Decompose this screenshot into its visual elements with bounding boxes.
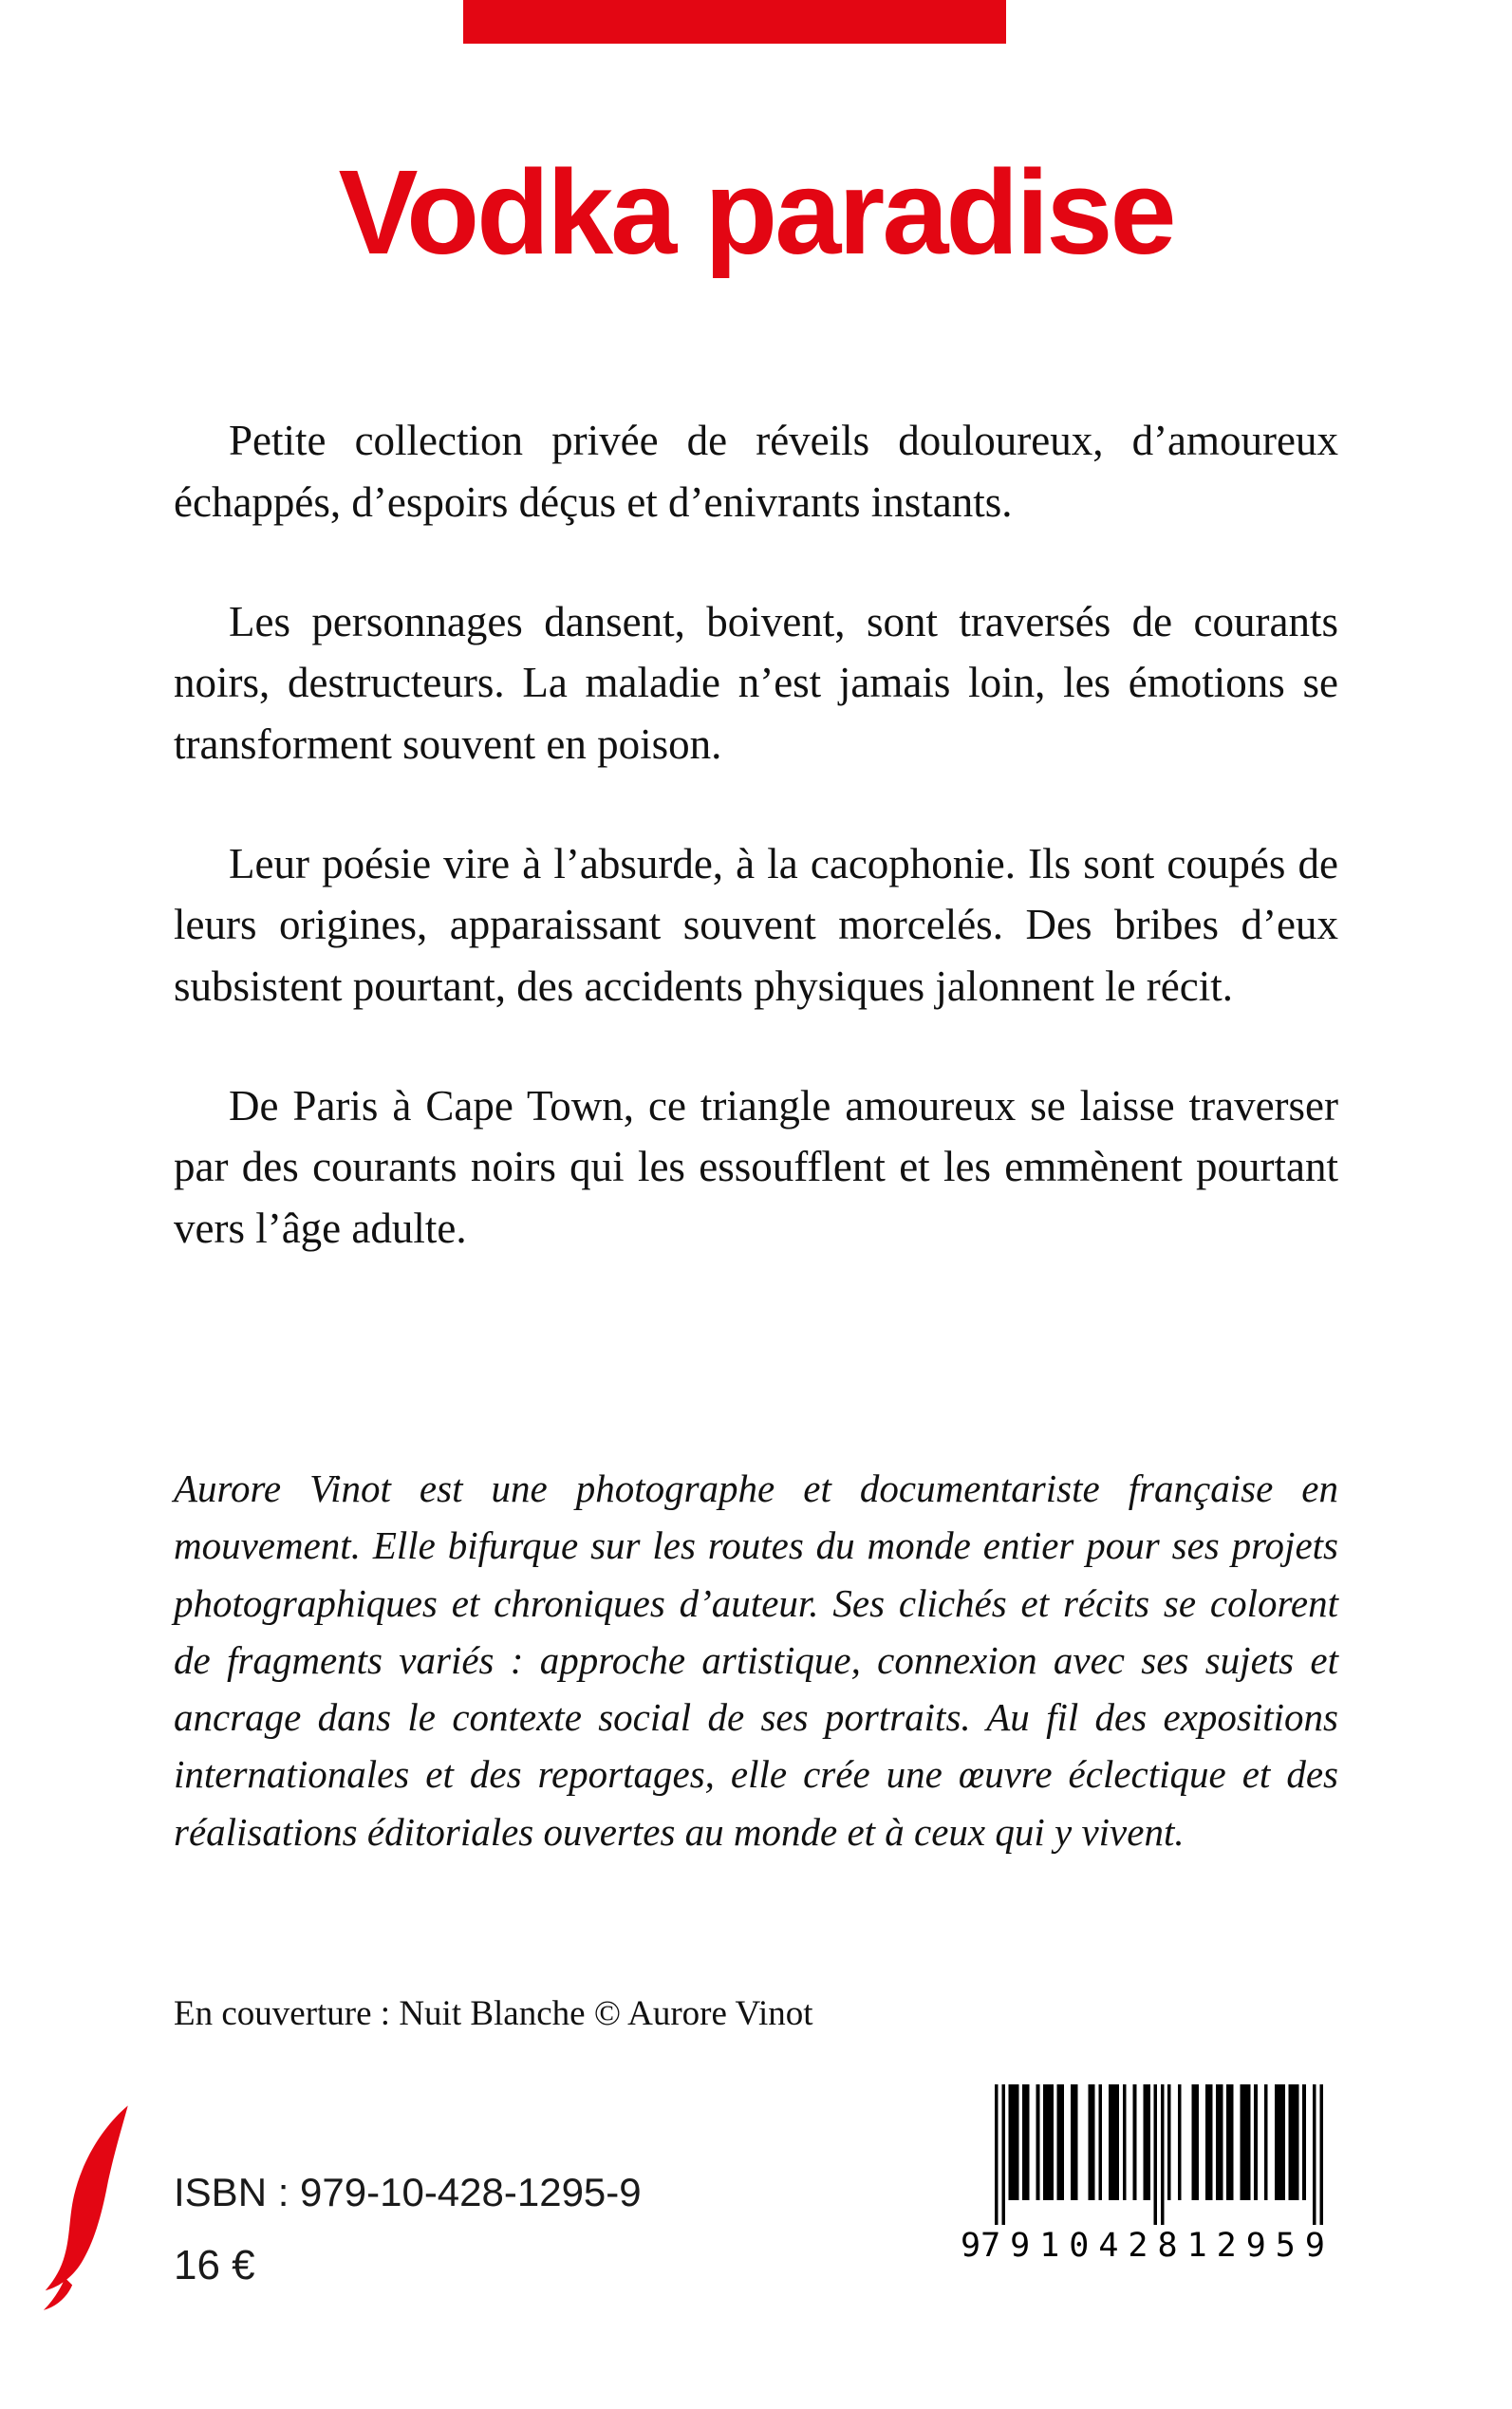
barcode-group-1: 791042 (980, 2227, 1158, 2265)
barcode-prefix-digit: 9 (961, 2227, 981, 2265)
barcode-icon (995, 2084, 1323, 2225)
author-bio: Aurore Vinot est une photographe et documentariste française en mouvement. Elle bifurque sur les routes du monde entier pour ses projets photographiques et chroniques d’auteur. Ses clichés et récits se colorent de fragments variés : approche artistique, connexion avec ses sujets et ancrage dans le contexte social de ses portraits. Au fil des expositions internationales et des reportages, elle crée une œuvre éclectique et des réalisations éditoriales ouvertes au monde et à ceux qui y vivent. (174, 1466, 1338, 1854)
synopsis-paragraph-1: Petite collection privée de réveils douloureux, d’amoureux échappés, d’espoirs déçus et d’enivrants instants. (174, 417, 1338, 526)
isbn-label: ISBN : 979-10-428-1295-9 (174, 2170, 642, 2214)
barcode-group-2: 812959 (1157, 2227, 1335, 2265)
synopsis-paragraph-2: Les personnages dansent, boivent, sont traversés de courants noirs, destructeurs. La maladie n’est jamais loin, les émotions se transforment souvent en poison. (174, 597, 1338, 768)
back-cover-text-column (0, 410, 1512, 2034)
barcode-block (961, 2084, 1335, 2265)
synopsis-paragraph-4: De Paris à Cape Town, ce triangle amoureux se laisse traverser par des courants noirs qui les essoufflent et les emmènent pourtant vers l’âge adulte. (174, 1082, 1338, 1252)
synopsis-paragraph-3: Leur poésie vire à l’absurde, à la cacophonie. Ils sont coupés de leurs origines, apparaissant souvent morcelés. Des bribes d’eux subsistent pourtant, des accidents physiques jalonnent le récit. (174, 840, 1338, 1010)
publisher-feather-logo (42, 2100, 140, 2320)
barcode-number (961, 2227, 1335, 2265)
cover-credit: En couverture : Nuit Blanche © Aurore Vinot (174, 1993, 813, 2033)
publisher-top-bar (463, 0, 1006, 44)
synopsis-block (174, 410, 1338, 1259)
price-label: 16 € (174, 2242, 255, 2288)
book-title: Vodka paradise (338, 145, 1174, 279)
